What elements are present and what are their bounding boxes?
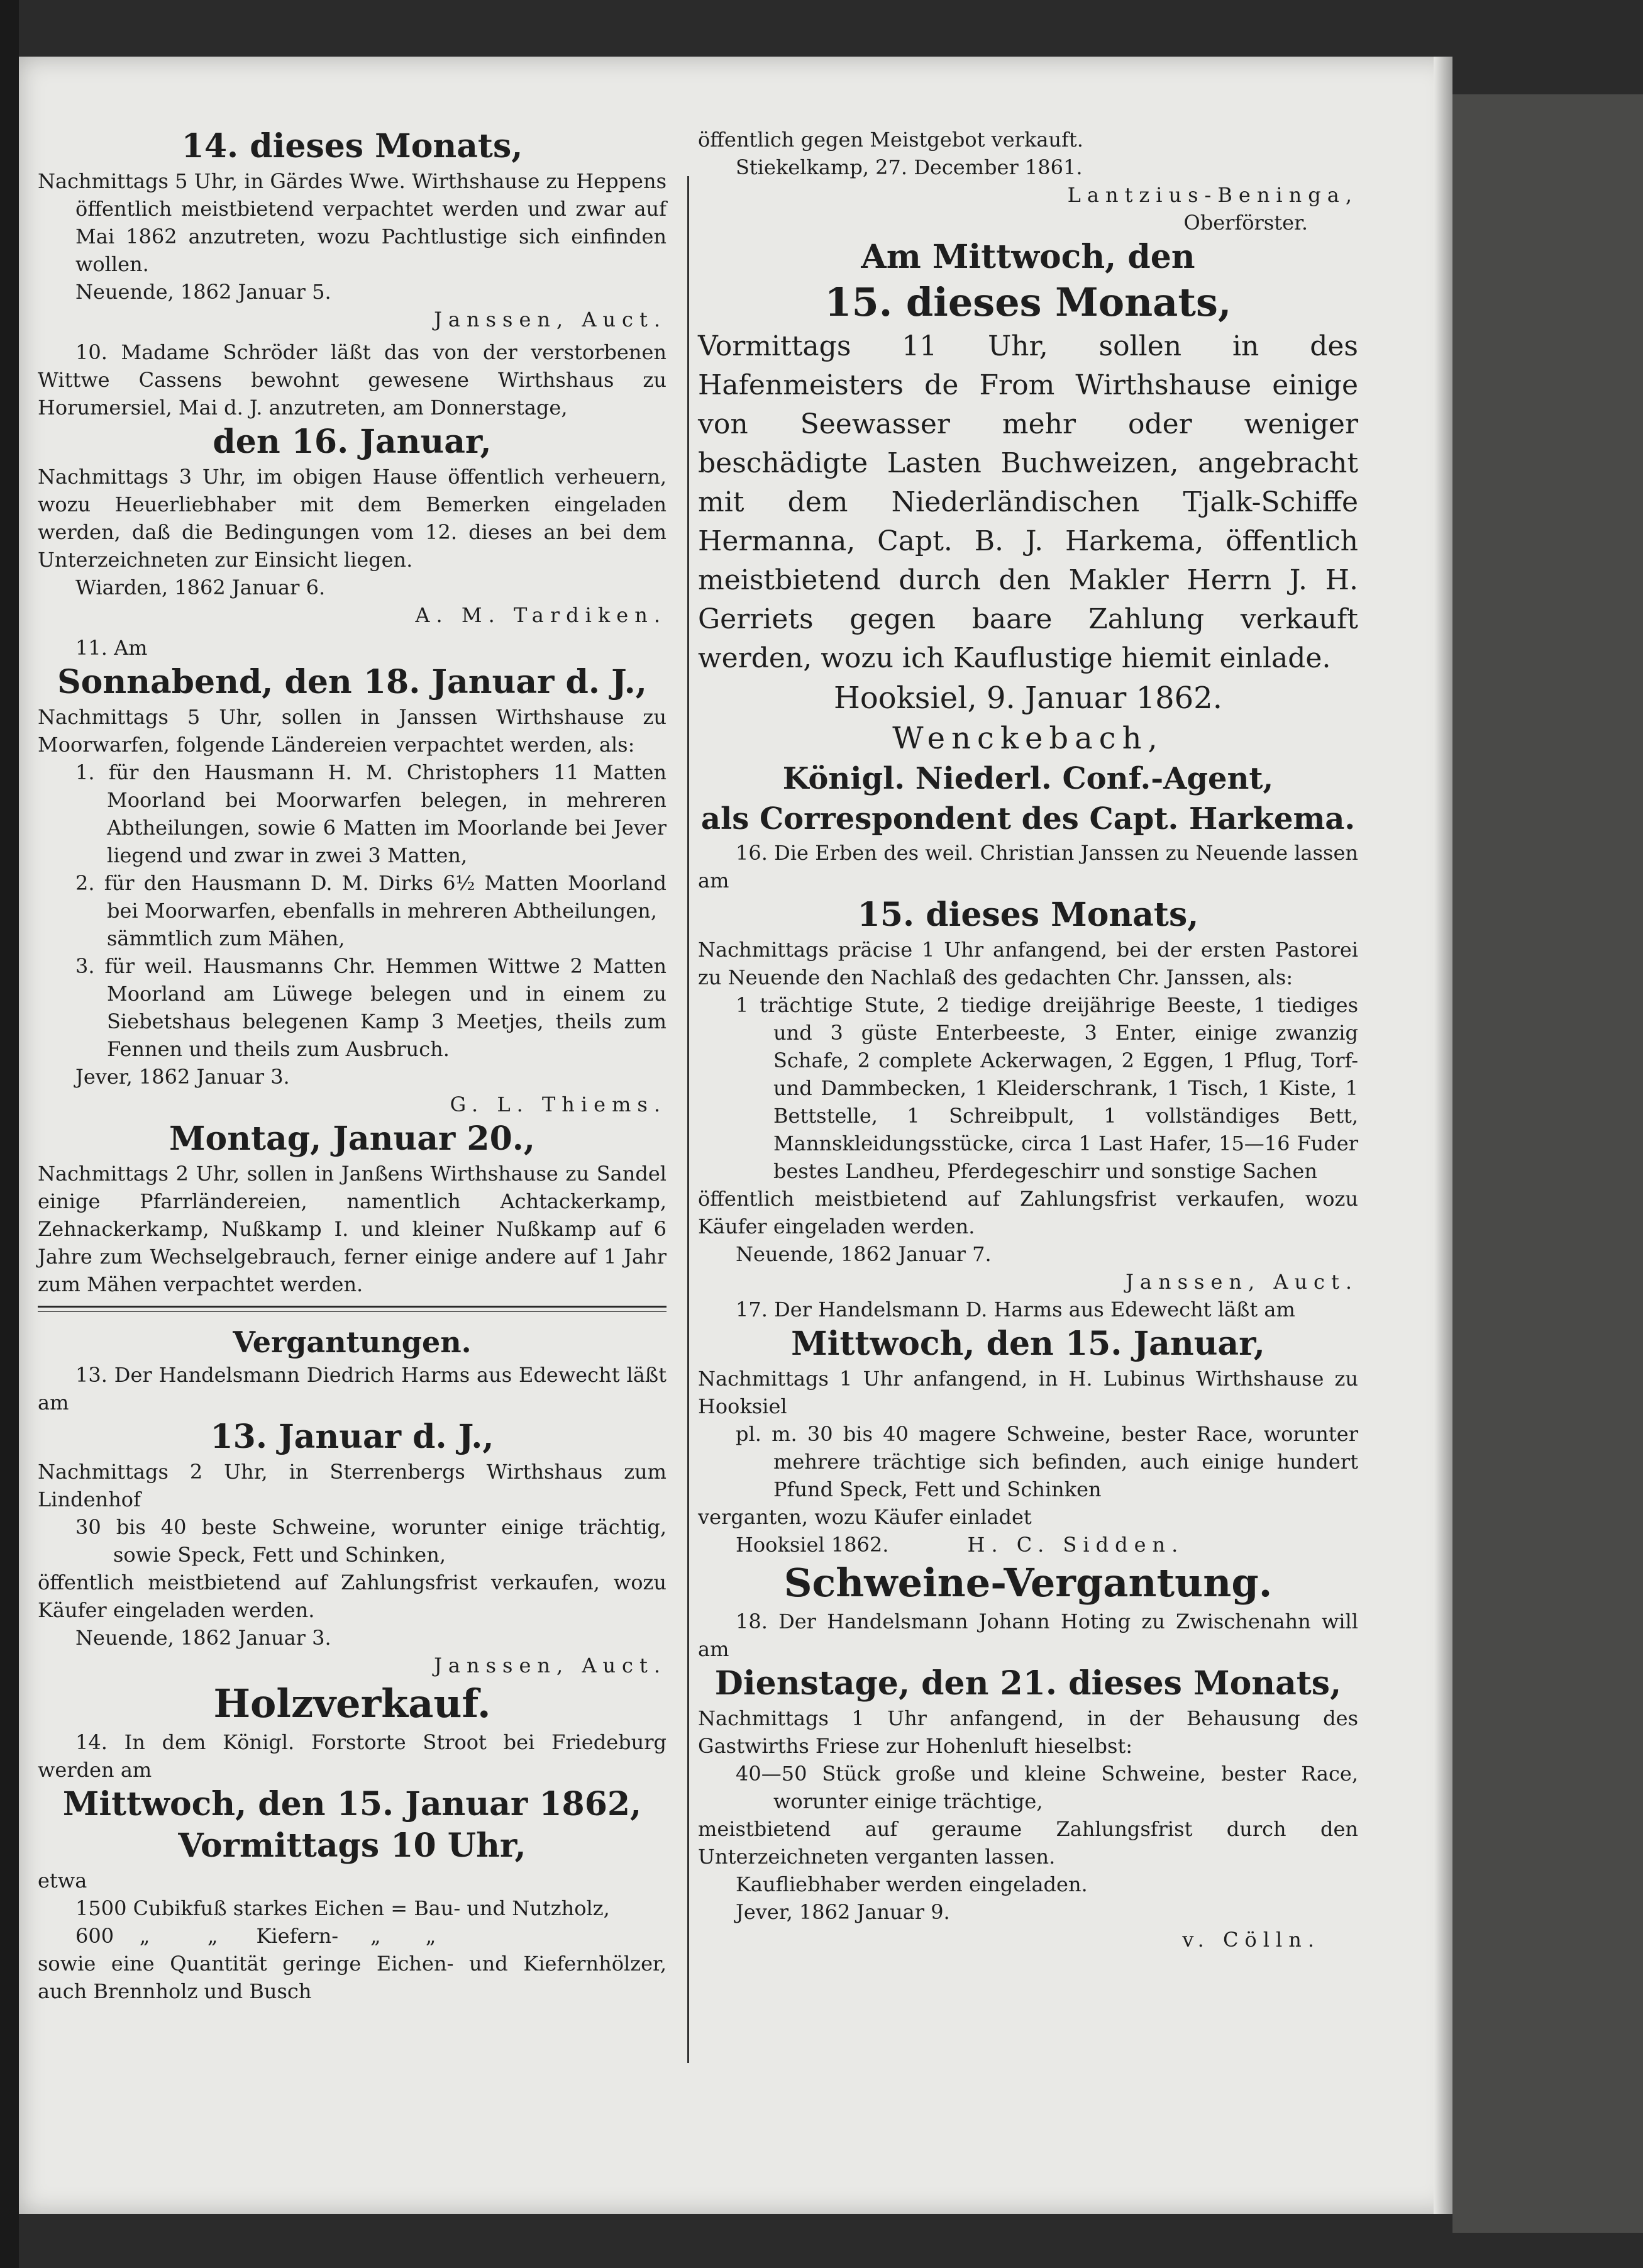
notice-item: 40—50 Stück große und kleine Schweine, bester Race, worunter einige trächtige, [736,1762,1358,1813]
notice-item: pl. m. 30 bis 40 magere Schweine, bester Race, worunter mehrere trächtige sich befinden, auch einige hundert Pfund Speck, Fett und Schinken [736,1422,1358,1501]
section-rule [38,1306,667,1312]
notice-text: Nachmittags 2 Uhr, in Sterrenbergs Wirthshaus zum Lindenhof [38,1460,667,1511]
notice-text: Nachmittags 3 Uhr, im obigen Hause öffentlich verheuern, wozu Heuerliebhaber mit dem Bemerken eingeladen werden, daß die Bedingungen vom 12. dieses an bei dem Unterzeichneten zur Einsicht liegen. [38,465,667,572]
scan-left-edge [0,0,19,2268]
notice-item: 600 „ „ Kiefern- „ „ [75,1924,436,1948]
list-item: 1. für den Hausmann H. M. Christophers 11 Matten Moorland bei Moorwarfen belegen, in mehreren Abtheilungen, sowie 6 Matten im Moorlande bei Jever liegend und zwar in zwei 3 Matten, [75,760,667,867]
notice-signature: G. L. Thiems. [450,1092,667,1116]
notice-text: 18. Der Handelsmann Johann Hoting zu Zwischenahn will am [698,1609,1358,1661]
notice-text: 11. Am [75,636,148,660]
notice-signature-title: Königl. Niederl. Conf.-Agent, [782,761,1274,796]
notice-heading: Am Mittwoch, den [861,238,1195,276]
notice-text: sowie eine Quantität geringe Eichen- und Kiefernhölzer, auch Brennholz und Busch [38,1952,667,2003]
scan-background-board [1452,94,1643,2233]
notice-text: Nachmittags 5 Uhr, in Gärdes Wwe. Wirthshause zu Heppens öffentlich meistbietend verpachtet werden und zwar auf Mai 1862 anzutreten, wozu Pachtlustige sich einfinden wollen. [38,169,667,276]
notice-text: Kaufliebhaber werden eingeladen. [736,1872,1088,1896]
section-heading: Schweine-Vergantung. [783,1560,1273,1606]
list-item-note: sämmtlich zum Mähen, [107,926,345,950]
notice-text: öffentlich meistbietend auf Zahlungsfrist verkaufen, wozu Käufer eingeladen werden. [698,1187,1358,1238]
notice-text: etwa [38,1869,87,1893]
notice-text: meistbietend auf geraume Zahlungsfrist durch den Unterzeichneten verganten lassen. [698,1817,1358,1869]
notice-signature: H. C. Sidden. [967,1533,1185,1557]
notice-text: öffentlich gegen Meistgebot verkauft. [698,128,1083,152]
notice-heading: Mittwoch, den 15. Januar 1862, [62,1785,642,1823]
notice-heading: 13. Januar d. J., [210,1418,494,1456]
notice-signature: v. Cölln. [1182,1928,1320,1952]
notice-date: Hooksiel, 9. Januar 1862. [834,681,1222,716]
notice-text: Nachmittags 2 Uhr, sollen in Janßens Wirthshause zu Sandel einige Pfarrländereien, namentlich Achtackerkamp, Zehnackerkamp, Nußkamp I. und kleiner Nußkamp auf 6 Jahre zum Wechselgebrauch, ferner einige andere auf 1 Jahr zum Mähen verpachtet werden. [38,1162,667,1296]
notice-heading: 14. dieses Monats, [181,127,523,165]
notice-item: 30 bis 40 beste Schweine, worunter einige trächtig, sowie Speck, Fett und Schinken, [75,1515,667,1567]
notice-signature: Lantzius-Beninga, [1067,183,1358,207]
notice-text: 13. Der Handelsmann Diedrich Harms aus Edewecht läßt am [38,1363,667,1415]
page-edge-shadow [1434,57,1452,2214]
notice-text: 14. In dem Königl. Forstorte Stroot bei Friedeburg werden am [38,1730,667,1782]
notice-date: Stiekelkamp, 27. December 1861. [736,155,1083,179]
section-heading: Vergantungen. [233,1325,472,1359]
notice-heading: Montag, Januar 20., [169,1120,535,1158]
notice-signature: A. M. Tardiken. [415,603,667,627]
notice-text-large: Vormittags 11 Uhr, sollen in des Hafenmeisters de From Wirthshause einige von Seewasser mehr oder weniger beschädigte Lasten Buchweizen, angebracht mit dem Niederländischen Tjalk-Schiffe Hermanna, Capt. B. J. Harkema, öffentlich meistbietend durch den Makler Herrn J. H. Gerriets gegen baare Zahlung verkauft werden, wozu ich Kauflustige hiemit einlade. [698,330,1358,674]
column-divider [687,176,689,2063]
notice-heading: Vormittags 10 Uhr, [178,1826,526,1865]
notice-signature-title: als Correspondent des Capt. Harkema. [700,801,1356,837]
notice-item: 1500 Cubikfuß starkes Eichen = Bau- und Nutzholz, [75,1896,610,1920]
notice-text: Nachmittags 1 Uhr anfangend, in der Behausung des Gastwirths Friese zur Hohenluft hieselbst: [698,1706,1358,1758]
section-heading: Holzverkauf. [213,1681,491,1726]
notice-date: Jever, 1862 Januar 3. [75,1065,290,1089]
notice-heading: Dienstage, den 21. dieses Monats, [714,1664,1342,1703]
notice-signature: Janssen, Auct. [434,308,667,331]
notice-signature: Janssen, Auct. [434,1654,667,1677]
notice-date: Neuende, 1862 Januar 7. [736,1242,992,1266]
notice-text: 10. Madame Schröder läßt das von der verstorbenen Wittwe Cassens bewohnt gewesene Wirthshaus zu Horumersiel, Mai d. J. anzutreten, am Donnerstage, [38,340,667,420]
list-item: 2. für den Hausmann D. M. Dirks 6½ Matten Moorland bei Moorwarfen, ebenfalls in mehreren Abtheilungen, [75,871,667,923]
notice-date: Wiarden, 1862 Januar 6. [75,575,326,599]
notice-date: Neuende, 1862 Januar 3. [75,1626,331,1650]
notice-signature: Wenckebach, [892,721,1164,756]
notice-item: 1 trächtige Stute, 2 tiedige dreijährige Beeste, 1 tiediges und 3 güste Enterbeeste, 3 Enter, einige zwanzig Schafe, 2 complete Ackerwagen, 2 Eggen, 1 Pflug, Torf- und Dammbecken, 1 Kleiderschrank, 1 Tisch, 1 Kiste, 1 Bettstelle, 1 Schreibpult, 1 vollständiges Bett, Mannskleidungsstücke, circa 1 Last Hafer, 15—16 Fuder bestes Landheu, Pferdegeschirr und sonstige Sachen [736,993,1358,1183]
notice-date: Jever, 1862 Januar 9. [736,1900,950,1924]
notice-heading: 15. dieses Monats, [857,896,1199,934]
notice-heading: den 16. Januar, [213,423,492,461]
notice-text: verganten, wozu Käufer einladet [698,1505,1032,1529]
notice-date: Neuende, 1862 Januar 5. [75,280,331,304]
left-column [38,126,667,2005]
notice-heading: 15. dieses Monats, [824,279,1232,325]
right-column [698,126,1358,1954]
notice-signature-title: Oberförster. [1183,211,1308,235]
notice-text: Nachmittags 5 Uhr, sollen in Janssen Wirthshause zu Moorwarfen, folgende Ländereien verpachtet werden, als: [38,705,667,757]
notice-text: öffentlich meistbietend auf Zahlungsfrist verkaufen, wozu Käufer eingeladen werden. [38,1570,667,1622]
notice-heading: Mittwoch, den 15. Januar, [791,1325,1265,1363]
notice-date: Hooksiel 1862. [736,1533,889,1557]
notice-heading: Sonnabend, den 18. Januar d. J., [57,663,647,701]
notice-text: Nachmittags präcise 1 Uhr anfangend, bei der ersten Pastorei zu Neuende den Nachlaß des gedachten Chr. Janssen, als: [698,938,1358,989]
notice-text: Nachmittags 1 Uhr anfangend, in H. Lubinus Wirthshause zu Hooksiel [698,1367,1358,1418]
list-item: 3. für weil. Hausmanns Chr. Hemmen Wittwe 2 Matten Moorland am Lüwege belegen und in einem zu Siebetshaus belegenen Kamp 3 Meetjes, theils zum Fennen und theils zum Ausbruch. [75,954,667,1061]
notice-text: 16. Die Erben des weil. Christian Janssen zu Neuende lassen am [698,841,1358,892]
notice-text: 17. Der Handelsmann D. Harms aus Edewecht läßt am [736,1298,1295,1321]
notice-signature: Janssen, Auct. [1126,1270,1358,1294]
